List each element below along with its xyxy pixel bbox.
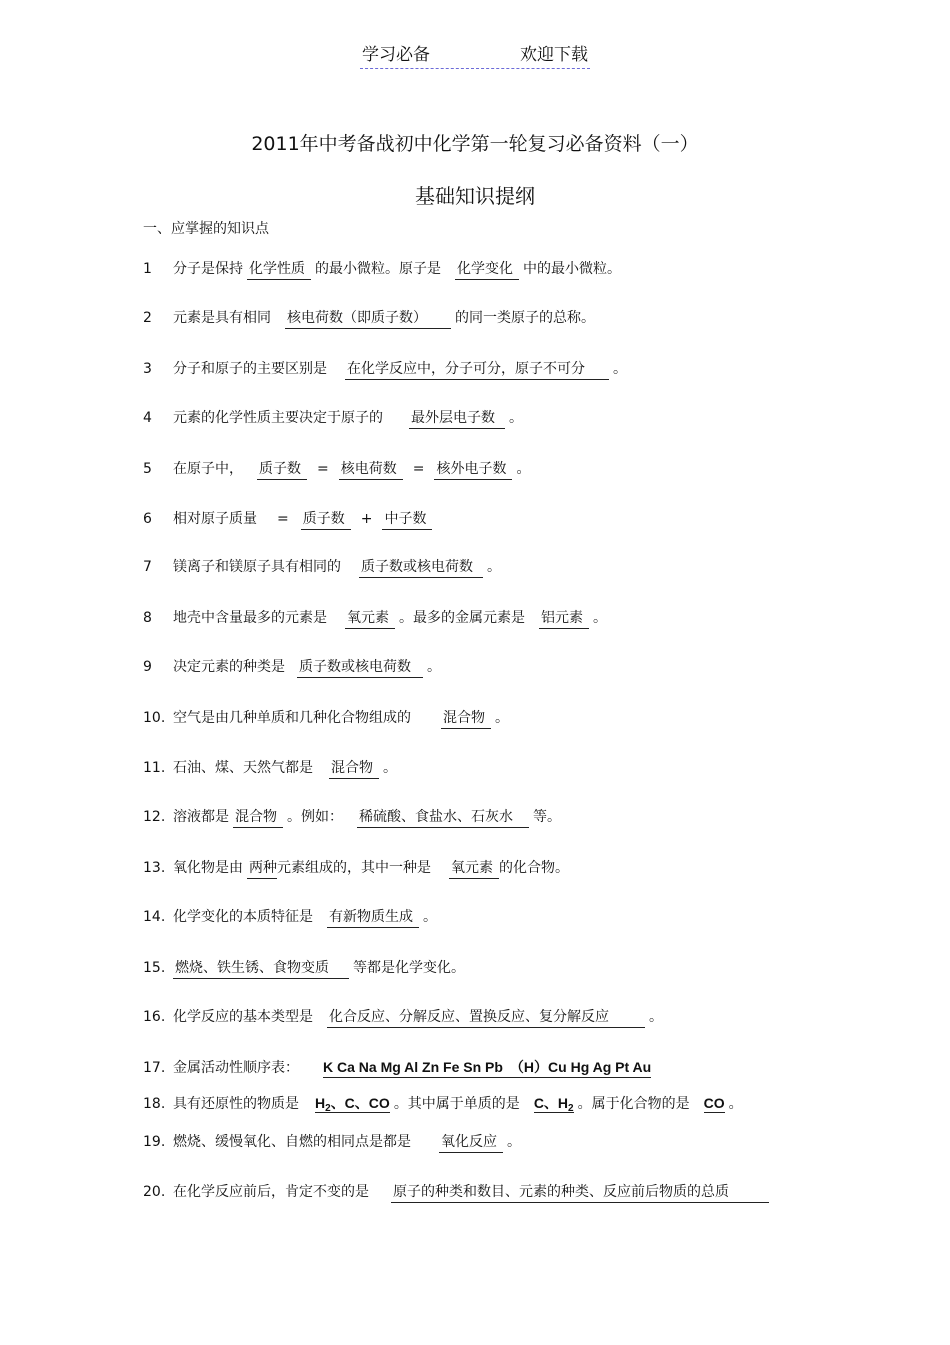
answer-blank: 原子的种类和数目、元素的种类、反应前后物质的总质 xyxy=(391,1184,769,1203)
item-number: 18. xyxy=(143,1096,166,1112)
subscript: 2 xyxy=(325,1103,331,1114)
item-text: 元素的化学性质主要决定于原子的 xyxy=(173,410,383,426)
item-number: 3 xyxy=(143,361,152,377)
item-text: 溶液都是 xyxy=(173,809,229,825)
answer-blank: 质子数或核电荷数 xyxy=(359,559,483,578)
item-number: 16. xyxy=(143,1009,166,1025)
formula-h: H xyxy=(315,1095,326,1111)
list-item xyxy=(143,857,569,879)
item-text: 。 xyxy=(649,1009,663,1025)
answer-blank: 最外层电子数 xyxy=(409,410,505,429)
document-title: 2011年中考备战初中化学第一轮复习必备资料（一） xyxy=(251,133,699,155)
item-number: 10. xyxy=(143,710,166,726)
list-item xyxy=(143,407,523,429)
answer-blank: CO xyxy=(703,1095,725,1111)
item-text: 。 xyxy=(516,461,531,477)
item-number: 19. xyxy=(143,1134,166,1150)
list-item xyxy=(143,556,501,578)
document-subtitle: 基础知识提纲 xyxy=(415,184,535,208)
item-number: 14. xyxy=(143,909,166,925)
item-text: 在化学反应前后，肯定不变的是 xyxy=(173,1184,369,1200)
list-item xyxy=(143,1057,655,1078)
answer-blank: 质子数 xyxy=(257,461,307,480)
answer-blank: 两种 xyxy=(247,860,277,879)
list-item xyxy=(143,1006,663,1028)
item-number: 7 xyxy=(143,559,152,575)
item-text: 。其中属于单质的是 xyxy=(393,1096,520,1112)
item-text: 。 xyxy=(495,710,509,726)
item-number: 11. xyxy=(143,760,166,776)
item-text: 等都是化学变化。 xyxy=(353,960,465,976)
answer-blank: 质子数或核电荷数 xyxy=(297,659,423,678)
item-text: 石油、煤、天然气都是 xyxy=(173,760,313,776)
item-text: 。 xyxy=(613,361,627,377)
item-number: 20. xyxy=(143,1184,166,1200)
item-text: 具有还原性的物质是 xyxy=(173,1096,299,1112)
answer-blank: 混合物 xyxy=(441,710,491,729)
list-item xyxy=(143,957,465,979)
item-text: 等。 xyxy=(533,809,561,825)
item-number: 13. xyxy=(143,860,166,876)
item-text: 分子和原子的主要区别是 xyxy=(173,361,327,377)
item-number: 15. xyxy=(143,960,166,976)
answer-blank xyxy=(315,1095,390,1113)
list-item xyxy=(143,707,509,729)
item-text: 分子是保持 xyxy=(173,261,243,277)
answer-blank: 化学性质 xyxy=(247,261,311,280)
answer-blank: 质子数 xyxy=(301,511,351,530)
item-number: 17. xyxy=(143,1060,166,1076)
answer-blank: 铝元素 xyxy=(539,610,589,629)
list-item xyxy=(143,1093,743,1113)
list-item xyxy=(143,458,530,480)
item-text: 的化合物。 xyxy=(499,860,569,876)
page-header xyxy=(0,40,950,69)
item-text: 元素组成的，其中一种是 xyxy=(277,860,431,876)
list-item xyxy=(143,358,627,380)
item-text: 燃烧、缓慢氧化、自燃的相同点是都是 xyxy=(173,1134,411,1150)
item-text: 镁离子和镁原子具有相同的 xyxy=(173,559,341,575)
header-right-text: 欢迎下载 xyxy=(520,45,588,65)
formula-c-h: C、H xyxy=(533,1095,569,1111)
item-text: 。 xyxy=(487,559,501,575)
item-text: 。 xyxy=(728,1096,743,1112)
list-item xyxy=(143,1131,521,1153)
item-text: 的同一类原子的总称。 xyxy=(455,310,595,326)
list-item xyxy=(143,307,595,329)
section-heading: 一、应掌握的知识点 xyxy=(143,221,269,237)
item-number: 8 xyxy=(143,610,152,626)
item-text: = xyxy=(277,511,289,527)
item-number: 9 xyxy=(143,659,152,675)
item-text: 元素是具有相同 xyxy=(173,310,271,326)
item-text: 。例如： xyxy=(287,809,343,825)
list-item xyxy=(143,607,607,629)
item-text: 在原子中， xyxy=(173,461,243,477)
answer-blank: 混合物 xyxy=(329,760,379,779)
metal-activity-series: K Ca Na Mg Al Zn Fe Sn Pb （H）Cu Hg Ag Pt Au xyxy=(323,1059,651,1078)
answer-blank: 稀硫酸、食盐水、石灰水 xyxy=(357,809,529,828)
item-text: 金属活动性顺序表： xyxy=(173,1060,299,1076)
item-text: 空气是由几种单质和几种化合物组成的 xyxy=(173,710,411,726)
list-item xyxy=(143,906,437,928)
item-number: 4 xyxy=(143,410,152,426)
answer-blank: 核外电子数 xyxy=(434,461,512,480)
item-text: 化学变化的本质特征是 xyxy=(173,909,313,925)
item-text: 。最多的金属元素是 xyxy=(399,610,525,626)
item-number: 5 xyxy=(143,461,152,477)
answer-blank xyxy=(534,1095,574,1113)
answer-blank: 有新物质生成 xyxy=(327,909,419,928)
item-text: 地壳中含量最多的元素是 xyxy=(173,610,327,626)
list-item xyxy=(143,258,621,280)
answer-blank: 化学变化 xyxy=(455,261,519,280)
answer-blank: 氧元素 xyxy=(449,860,499,879)
item-text: = xyxy=(317,461,329,477)
item-text: 。 xyxy=(427,659,441,675)
item-text: 中的最小微粒。 xyxy=(523,261,621,277)
item-number: 6 xyxy=(143,511,152,527)
item-text: + xyxy=(360,511,373,527)
item-text: 化学反应的基本类型是 xyxy=(173,1009,313,1025)
answer-blank: 在化学反应中，分子可分，原子不可分 xyxy=(345,361,609,380)
item-text: 。 xyxy=(423,909,437,925)
item-text: 相对原子质量 xyxy=(173,511,257,527)
list-item xyxy=(143,1181,773,1203)
answer-blank: 燃烧、铁生锈、食物变质 xyxy=(173,960,349,979)
answer-blank: 化合反应、分解反应、置换反应、复分解反应 xyxy=(327,1009,645,1028)
item-text: 氧化物是由 xyxy=(173,860,243,876)
list-item xyxy=(143,508,436,530)
item-text: 。 xyxy=(509,410,523,426)
subscript: 2 xyxy=(568,1103,574,1114)
item-text: 。 xyxy=(593,610,607,626)
item-text: 。 xyxy=(383,760,397,776)
answer-blank: 中子数 xyxy=(382,511,432,530)
answer-blank: 氧元素 xyxy=(345,610,395,629)
list-item xyxy=(143,806,561,828)
answer-blank: 核电荷数 xyxy=(339,461,403,480)
header-left-text: 学习必备 xyxy=(362,45,430,65)
answer-blank: 混合物 xyxy=(233,809,283,828)
item-text: 。 xyxy=(507,1134,521,1150)
item-text: 。属于化合物的是 xyxy=(577,1096,690,1112)
list-item xyxy=(143,757,397,779)
item-text: = xyxy=(412,461,425,477)
item-text: 决定元素的种类是 xyxy=(173,659,285,675)
list-item xyxy=(143,656,441,678)
answer-blank: 核电荷数（即质子数） xyxy=(285,310,451,329)
item-number: 1 xyxy=(143,261,152,277)
formula-rest: 、C、CO xyxy=(330,1095,390,1111)
answer-blank: 氧化反应 xyxy=(439,1134,503,1153)
item-number: 2 xyxy=(143,310,152,326)
item-text: 的最小微粒。原子是 xyxy=(315,261,441,277)
item-number: 12. xyxy=(143,809,166,825)
